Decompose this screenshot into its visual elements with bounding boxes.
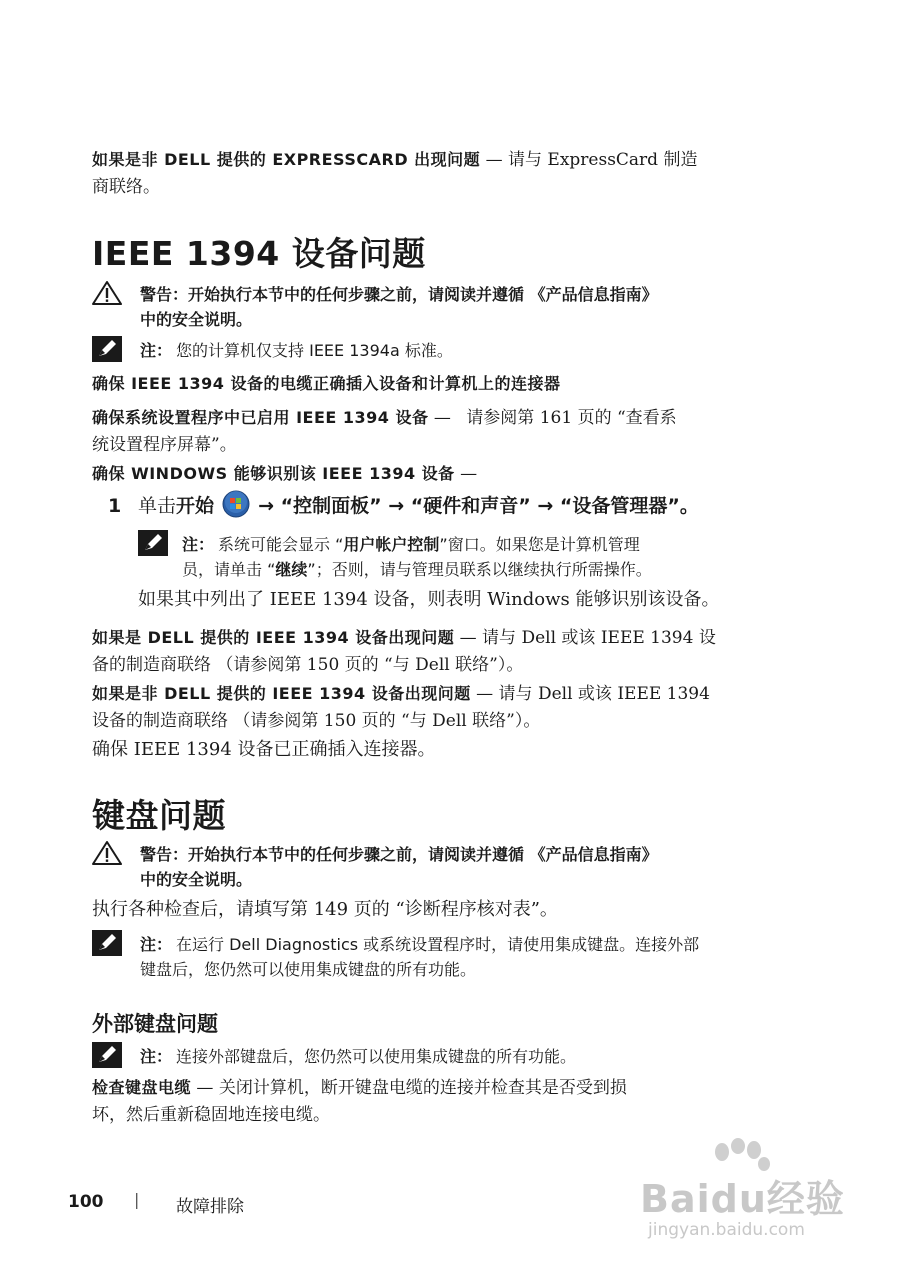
step-result: 如果其中列出了 IEEE 1394 设备，则表明 Windows 能够识别该设备。 [138, 589, 720, 610]
ieee-check-connector: 确保 IEEE 1394 设备已正确插入连接器。 [92, 739, 436, 760]
ieee-dell-body-cont: 备的制造商联络 （请参阅第 150 页的 “与 Dell 联络”）。 [92, 655, 524, 675]
note-pencil-icon [92, 336, 122, 362]
note-text: 您的计算机仅支持 IEEE 1394a 标准。 [176, 341, 453, 360]
note-pencil-icon [138, 530, 168, 556]
ieee-check-setup [92, 404, 782, 459]
ieee-warning [92, 280, 782, 332]
warning-text: 开始执行本节中的任何步骤之前，请阅读并遵循 《产品信息指南》 [188, 845, 658, 864]
note-pencil-icon [92, 930, 122, 956]
uac-text: ”；否则，请与管理员联系以继续执行所需操作。 [307, 560, 652, 579]
ieee-setup-body: 请参阅第 161 页的 “查看系 [466, 408, 677, 428]
ieee-setup-body-cont: 统设置程序屏幕”。 [92, 435, 237, 455]
dash: — [476, 684, 494, 704]
dash: — [433, 408, 451, 428]
external-note [92, 1042, 782, 1070]
note-pencil-icon [92, 1042, 122, 1068]
expresscard-paragraph [92, 146, 782, 201]
warning-label: 警告： [140, 285, 189, 304]
baidu-watermark [640, 1138, 870, 1248]
note-label: 注： [182, 535, 215, 554]
watermark-brand: Baidu经验 [640, 1177, 845, 1221]
uac-title: 用户帐户控制 [343, 535, 440, 554]
expresscard-body: 请与 ExpressCard 制造 [508, 150, 698, 170]
section-title-ieee: IEEE 1394 设备问题 [92, 234, 426, 273]
external-body-cont: 坏，然后重新稳固地连接电缆。 [92, 1105, 330, 1125]
dash: — [196, 1078, 214, 1098]
dash: — [459, 628, 477, 648]
note-text: 连接外部键盘后，您仍然可以使用集成键盘的所有功能。 [176, 1047, 577, 1066]
uac-note [138, 530, 788, 582]
step-text: 单击 [138, 495, 177, 517]
dash: — [485, 150, 503, 170]
dash: — [460, 464, 478, 484]
warning-icon [92, 280, 122, 306]
ieee-check-cable [92, 370, 782, 398]
note-label: 注： [140, 341, 173, 360]
ieee-dell-lead: 如果是 DELL 提供的 IEEE 1394 设备出现问题 [92, 628, 455, 647]
windows-start-icon [222, 490, 250, 518]
subsection-title-external: 外部键盘问题 [92, 1012, 218, 1036]
warning-label: 警告： [140, 845, 189, 864]
ieee-dell-device [92, 624, 782, 679]
ieee-setup-lead: 确保系统设置程序中已启用 IEEE 1394 设备 [92, 408, 429, 427]
start-label: 开始 [176, 495, 215, 517]
uac-text: 员，请单击 “ [182, 560, 276, 579]
warning-text-cont: 中的安全说明。 [140, 870, 253, 889]
continue-label: 继续 [275, 560, 308, 579]
ieee-nondell-lead: 如果是非 DELL 提供的 IEEE 1394 设备出现问题 [92, 684, 471, 703]
warning-text-cont: 中的安全说明。 [140, 310, 253, 329]
watermark-url: jingyan.baidu.com [648, 1220, 805, 1240]
warning-icon [92, 840, 122, 866]
warning-text: 开始执行本节中的任何步骤之前，请阅读并遵循 《产品信息指南》 [188, 285, 658, 304]
expresscard-lead: 如果是非 DELL 提供的 EXPRESSCARD 出现问题 [92, 150, 481, 169]
ieee-check-cable-text: 确保 IEEE 1394 设备的电缆正确插入设备和计算机上的连接器 [92, 374, 561, 393]
ieee-non-dell-device [92, 680, 782, 735]
keyboard-warning [92, 840, 782, 892]
external-lead: 检查键盘电缆 [92, 1078, 192, 1097]
uac-text: ”窗口。如果您是计算机管理 [439, 535, 640, 554]
ieee-check-windows [92, 460, 782, 488]
external-check-cable [92, 1074, 782, 1129]
step-number: 1 [108, 495, 122, 517]
keyboard-note [92, 930, 782, 982]
note-label: 注： [140, 935, 173, 954]
note-label: 注： [140, 1047, 173, 1066]
section-title-keyboard: 键盘问题 [92, 796, 226, 835]
footer-section: 故障排除 [176, 1197, 244, 1217]
ieee-dell-body: 请与 Dell 或该 IEEE 1394 设 [482, 628, 716, 648]
uac-text: 系统可能会显示 “ [218, 535, 344, 554]
page-number: 100 [68, 1192, 104, 1212]
keyboard-checklist: 执行各种检查后，请填写第 149 页的 “诊断程序核对表”。 [92, 899, 558, 920]
footer-separator: | [134, 1190, 140, 1209]
ieee-windows-lead: 确保 WINDOWS 能够识别该 IEEE 1394 设备 [92, 464, 455, 483]
ieee-nondell-body-cont: 设备的制造商联络 （请参阅第 150 页的 “与 Dell 联络”）。 [92, 711, 541, 731]
expresscard-body-cont: 商联络。 [92, 177, 160, 197]
step-path: → “控制面板” → “硬件和声音” → “设备管理器”。 [258, 495, 699, 517]
ieee-note [92, 336, 782, 364]
note-text: 在运行 Dell Diagnostics 或系统设置程序时，请使用集成键盘。连接外部 [176, 935, 700, 954]
note-text-cont: 键盘后，您仍然可以使用集成键盘的所有功能。 [140, 960, 477, 979]
ieee-nondell-body: 请与 Dell 或该 IEEE 1394 [498, 684, 710, 704]
external-body: 关闭计算机，断开键盘电缆的连接并检查其是否受到损 [218, 1078, 627, 1098]
